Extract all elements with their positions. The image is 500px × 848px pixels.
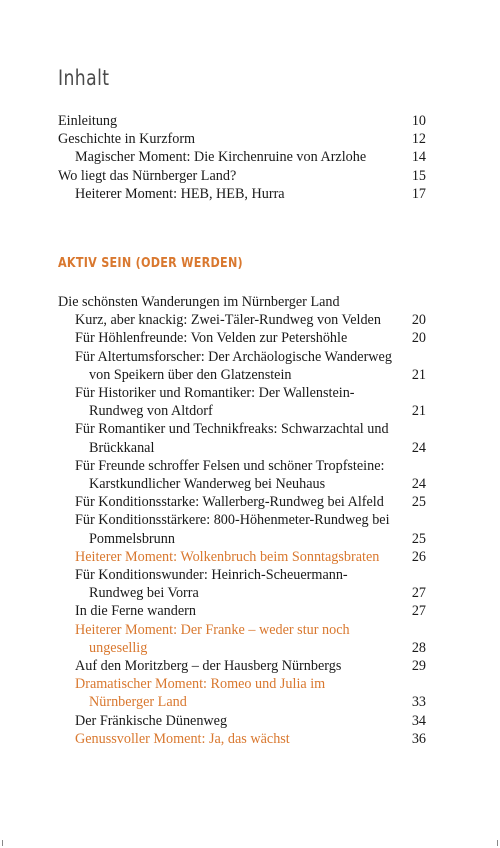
toc-entry[interactable] — [75, 329, 426, 347]
toc-entry-page: 36 — [411, 730, 426, 747]
toc-entry-page: 34 — [411, 712, 426, 729]
toc-entry-title: Die schönsten Wanderungen im Nürnberger Land — [58, 294, 340, 310]
toc-entry[interactable] — [75, 730, 426, 748]
toc-entry[interactable] — [75, 675, 426, 711]
toc-entry-page: 24 — [411, 439, 426, 456]
toc-entry[interactable] — [58, 167, 426, 185]
toc-entry-page: 21 — [411, 366, 426, 383]
toc-entry-page: 24 — [411, 476, 426, 493]
toc-entry-title: Geschichte in Kurzform — [58, 131, 196, 148]
toc-entry-page: 15 — [411, 167, 426, 184]
toc-entry-title: Der Fränkische Dünenweg — [75, 712, 228, 729]
toc-entry-page: 20 — [411, 330, 426, 347]
toc-entry-title: Genussvoller Moment: Ja, das wächst — [75, 730, 290, 747]
toc-entry-page: 10 — [411, 113, 426, 129]
toc-entry[interactable] — [75, 348, 426, 384]
toc-entry[interactable] — [75, 712, 426, 730]
crop-mark-right — [497, 840, 498, 846]
toc-entry-title: Für Freunde schroffer Felsen und schöner Tropfsteine: Karstkundlicher Wanderweg bei Neuhaus — [75, 457, 385, 493]
toc-entry[interactable] — [75, 511, 426, 547]
toc-entry-title: Für Altertumsforscher: Der Archäologische Wanderweg von Speikern über den Glatzenstein — [75, 348, 392, 383]
toc-entry-title: Für Höhlenfreunde: Von Velden zur Petershöhle — [75, 330, 348, 347]
toc-entry[interactable] — [75, 384, 426, 420]
toc-entry-page: 25 — [411, 530, 426, 547]
toc-entry[interactable] — [75, 420, 426, 456]
toc-entry[interactable] — [75, 621, 426, 657]
toc-entry[interactable] — [58, 112, 426, 130]
toc-entry[interactable] — [75, 566, 426, 602]
toc-entry-page: 17 — [411, 185, 426, 202]
toc-entry-page: 27 — [411, 585, 426, 602]
intro-toc-list — [58, 112, 426, 203]
toc-entry-title: Für Konditionsstarke: Wallerberg-Rundweg bei Alfeld — [75, 494, 384, 511]
toc-entry[interactable] — [75, 185, 426, 203]
toc-entry-title: Heiterer Moment: Wolkenbruch beim Sonntagsbraten — [75, 548, 380, 565]
toc-entry-page: 20 — [411, 312, 426, 329]
toc-entry-page: 25 — [411, 494, 426, 511]
toc-entry-page: 28 — [411, 639, 426, 656]
toc-entry-page: 21 — [411, 403, 426, 420]
section-heading: AKTIV SEIN (ODER WERDEN) — [58, 256, 243, 271]
toc-entry-page: 27 — [411, 603, 426, 620]
toc-entry-title: Für Konditionsstärkere: 800-Höhenmeter-Rundweg bei Pommelsbrunn — [75, 512, 390, 547]
toc-entry[interactable] — [58, 293, 426, 311]
crop-mark-left — [2, 840, 3, 846]
toc-entry[interactable] — [58, 130, 426, 148]
toc-entry-page: 12 — [411, 131, 426, 148]
toc-entry-page: 29 — [411, 658, 426, 675]
toc-entry-title: Für Konditionswunder: Heinrich-Scheuermann-Rundweg bei Vorra — [75, 567, 348, 602]
toc-entry[interactable] — [75, 457, 426, 493]
toc-entry[interactable] — [75, 548, 426, 566]
toc-entry-title: Für Historiker und Romantiker: Der Wallenstein-Rundweg von Altdorf — [75, 385, 355, 420]
page-title: Inhalt — [58, 66, 110, 90]
toc-entry-page: 14 — [411, 149, 426, 166]
toc-entry-title: Dramatischer Moment: Romeo und Julia im Nürnberger Land — [75, 676, 326, 711]
toc-entry-title: In die Ferne wandern — [75, 603, 196, 620]
toc-entry-title: Kurz, aber knackig: Zwei-Täler-Rundweg von Velden — [75, 312, 381, 329]
toc-entry-title: Magischer Moment: Die Kirchenruine von Arzlohe — [75, 149, 367, 166]
toc-entry-title: Heiterer Moment: HEB, HEB, Hurra — [75, 185, 285, 202]
toc-entry-title: Für Romantiker und Technikfreaks: Schwarzachtal und Brückkanal — [75, 421, 389, 456]
section-toc-list — [58, 293, 426, 748]
toc-entry-page: 33 — [411, 694, 426, 711]
toc-entry[interactable] — [75, 493, 426, 511]
toc-entry-title: Wo liegt das Nürnberger Land? — [58, 167, 237, 184]
toc-entry-title: Auf den Moritzberg – der Hausberg Nürnbergs — [75, 658, 342, 675]
toc-entry[interactable] — [75, 657, 426, 675]
toc-entry[interactable] — [75, 602, 426, 620]
toc-entry[interactable] — [75, 311, 426, 329]
toc-entry-title: Heiterer Moment: Der Franke – weder stur noch ungesellig — [75, 621, 350, 656]
toc-entry[interactable] — [75, 148, 426, 166]
toc-entry-page: 26 — [411, 548, 426, 565]
toc-entry-title: Einleitung — [58, 113, 118, 129]
